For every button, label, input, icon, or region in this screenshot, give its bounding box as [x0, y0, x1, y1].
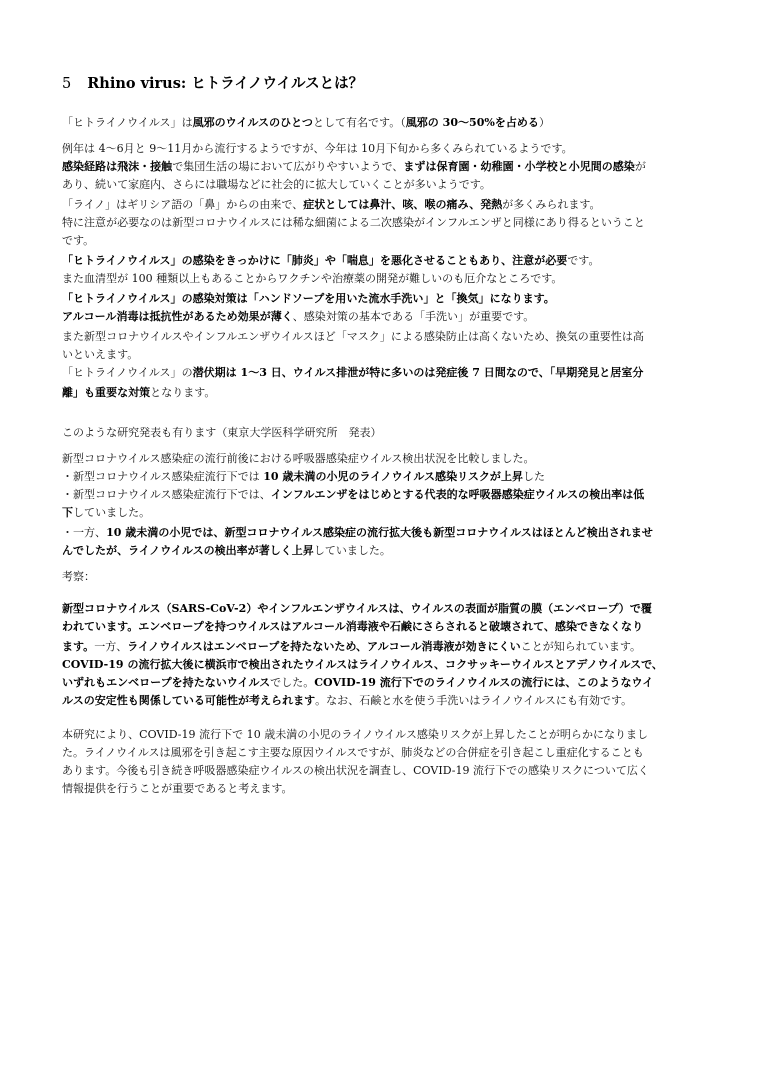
text-span: 情報提供を行うことが重要であると考えます。 [62, 782, 293, 795]
text-span: た。ライノウイルスは風邪を引き起こす主要な原因ウイルスですが、肺炎などの合併症を引き起こし重症化することも [62, 746, 644, 759]
bold-text: 潜伏期は 1〜3 日、ウイルス排泄が特に多いのは発症後 7 日間なので、「早期発見と居室分 [192, 366, 644, 379]
text-line [62, 348, 138, 362]
text-span: です。 [567, 254, 600, 267]
text-line [62, 272, 562, 286]
text-line [62, 526, 653, 540]
text-line [62, 746, 644, 760]
text-span: 「ヒトライノウイルス」は [62, 116, 193, 129]
text-line [62, 178, 491, 192]
bold-text: いずれもエンベロープを持たないウイルス [62, 676, 271, 689]
text-line [62, 728, 648, 742]
text-span: ） [538, 116, 550, 129]
text-line [62, 330, 644, 344]
text-span: また血清型が 100 種類以上もあることからワクチンや治療薬の開発が難しいのも厄介なところです。 [62, 272, 563, 285]
text-span: ・新型コロナウイルス感染症流行下では [62, 470, 264, 483]
bold-text: インフルエンザをはじめとする代表的な呼吸器感染症ウイルスの検出率は低 [270, 488, 645, 501]
bold-text: んでしたが、ライノウイルスの検出率が著しく上昇 [62, 544, 314, 557]
bold-text: 感染経路は飛沫・接触 [62, 160, 173, 173]
text-line [62, 160, 646, 174]
text-line [62, 234, 94, 248]
text-span: 新型コロナウイルス感染症の流行前後における呼吸器感染症ウイルス検出状況を比較しました。 [62, 452, 535, 465]
text-line [62, 544, 391, 558]
text-span: が多くみられます。 [502, 198, 601, 211]
text-line [62, 366, 643, 380]
section-title: Rhino virus: ヒトライノウイルスとは？ [87, 75, 364, 92]
text-line [62, 142, 573, 156]
text-line [62, 620, 643, 634]
text-span: していました。 [313, 544, 391, 557]
text-line [62, 488, 644, 502]
text-line [62, 764, 649, 778]
bold-text: COVID-19 流行下でのライノウイルスの流行には、このようなウイ [314, 676, 654, 689]
text-span: 。なお、石鹸と水を使う手洗いはライノウイルスにも有効です。 [315, 694, 633, 707]
text-span: となります。 [150, 386, 216, 399]
text-span: 例年は 4〜6月と 9〜11月から流行するようですが、今年は 10月下旬から多くみられているようです。 [62, 142, 573, 155]
text-line [62, 310, 534, 324]
text-span: 「ライノ」はギリシア語の「鼻」からの由来で、 [62, 198, 304, 211]
text-span: いといえます。 [62, 348, 139, 361]
text-line [62, 292, 555, 306]
text-line [62, 602, 652, 616]
text-span: 考察： [62, 570, 96, 583]
text-line [62, 782, 293, 796]
text-span: ことが知られています。 [520, 640, 642, 653]
text-span: です。 [62, 234, 95, 247]
bold-text: ます。 [62, 640, 95, 653]
text-line [62, 426, 382, 440]
text-line [62, 216, 645, 230]
text-span: このような研究発表も有ります（東京大学医科学研究所 発表） [62, 426, 382, 439]
bold-text: 離」も重要な対策 [62, 386, 151, 399]
bold-text: ルスの安定性も関係している可能性が考えられます [62, 694, 316, 707]
text-span: ・新型コロナウイルス感染症流行下では、 [62, 488, 271, 501]
bold-text: 新型コロナウイルス（SARS-CoV-2）やインフルエンザウイルスは、ウイルスの表面が脂質の膜（エンベロープ）で覆 [62, 602, 652, 615]
bold-text: アルコール消毒は抵抗性があるため効果が薄く [62, 310, 293, 323]
text-line [62, 470, 545, 484]
text-line [62, 254, 599, 268]
text-line [62, 694, 632, 708]
text-line [62, 452, 535, 466]
text-span: 「ヒトライノウイルス」の [62, 366, 193, 379]
text-line [62, 676, 653, 690]
bold-text: 風邪の 30〜50%を占める [405, 116, 539, 129]
text-line [62, 640, 641, 654]
bold-text: 風邪のウイルスのひとつ [192, 116, 313, 129]
text-span: また新型コロナウイルスやインフルエンザウイルスほど「マスク」による感染防止は高くないため、換気の重要性は高 [62, 330, 644, 343]
bold-text: COVID-19 の流行拡大後に横浜市で検出されたウイルスはライノウイルス、コクサッキーウイルスとアデノウイルスで、 [62, 658, 663, 671]
bold-text: ライノウイルスはエンベロープを持たないため、アルコール消毒液が効きにくい [127, 640, 521, 653]
text-span: として有名です。（ [312, 116, 406, 129]
bold-text: 症状としては鼻汁、咳、喉の痛み、発熱 [303, 198, 503, 211]
text-line [62, 570, 95, 584]
text-span: 一方、 [94, 640, 128, 653]
text-span: 本研究により、COVID-19 流行下で 10 歳未満の小児のライノウイルス感染リスクが上昇したことが明らかになりまし [62, 728, 649, 741]
text-span: でした。 [270, 676, 315, 689]
text-line [62, 198, 601, 212]
bold-text: 「ヒトライノウイルス」の感染をきっかけに「肺炎」や「喘息」を悪化させることもあり、注意が必要 [62, 254, 568, 267]
text-span: していました。 [73, 506, 151, 519]
text-span: 、感染対策の基本である「手洗い」が重要です。 [292, 310, 535, 323]
text-span: が [634, 160, 646, 173]
bold-text: まずは保育園・幼稚園・小学校と小児間の感染 [403, 160, 635, 173]
text-span: あります。今後も引き続き呼吸器感染症ウイルスの検出状況を調査し、COVID-19 流行下での感染リスクについて広く [62, 764, 649, 777]
text-line [62, 116, 550, 130]
text-line [62, 506, 150, 520]
bold-text: われています。エンベロープを持つウイルスはアルコール消毒液や石鹸にさらされると破壊されて、感染できなくなり [62, 620, 644, 633]
bold-text: 「ヒトライノウイルス」の感染対策は「ハンドソープを用いた流水手洗い」と「換気」になります。 [62, 292, 555, 305]
text-line [62, 386, 215, 400]
text-span: した [522, 470, 546, 483]
section-heading [62, 72, 363, 93]
section-number: 5 [62, 76, 72, 92]
bold-text: 下 [62, 506, 74, 519]
text-span: あり、続いて家庭内、さらには職場などに社会的に拡大していくことが多いようです。 [62, 178, 491, 191]
bold-text: 10 歳未満の小児では、新型コロナウイルス感染症の流行拡大後も新型コロナウイルスはほとんど検出されませ [106, 526, 653, 539]
text-span: 特に注意が必要なのは新型コロナウイルスには稀な細菌による二次感染がインフルエンザと同様にあり得るということ [62, 216, 645, 229]
text-span: ・一方、 [62, 526, 107, 539]
bold-text: 10 歳未満の小児のライノウイルス感染リスクが上昇 [263, 470, 523, 483]
text-line [62, 658, 663, 672]
text-span: で集団生活の場において広がりやすいようで、 [172, 160, 404, 173]
